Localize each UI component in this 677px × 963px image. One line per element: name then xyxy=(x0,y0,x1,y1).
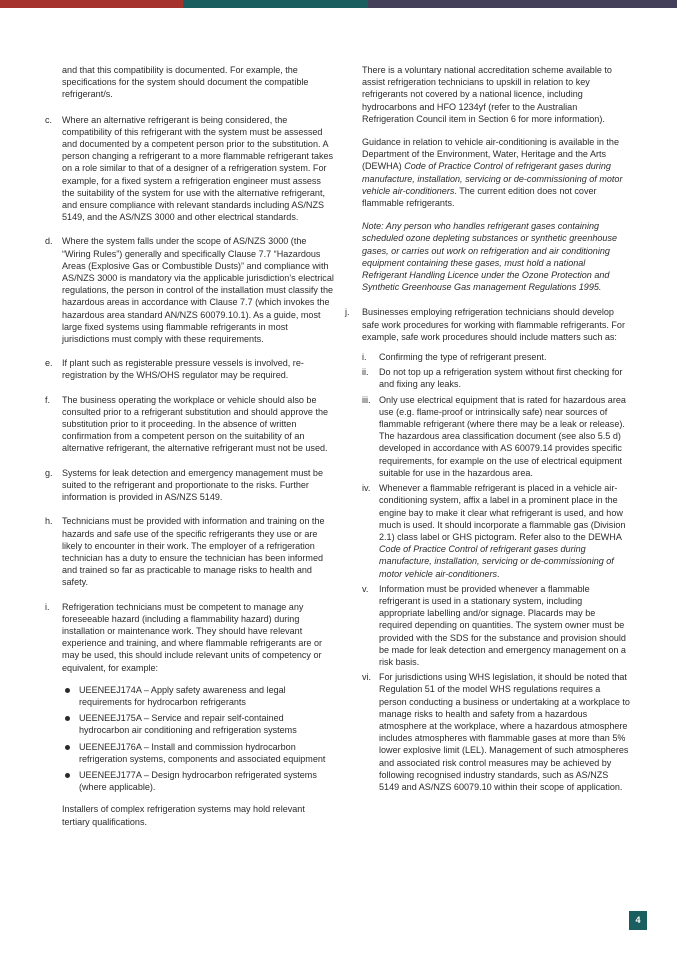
bullet-item: UEENEEJ175A – Service and repair self-contained hydrocarbon air conditioning and refrigeration systems xyxy=(62,712,335,736)
header-bar-red xyxy=(0,0,183,8)
list-item-h xyxy=(45,515,335,588)
list-item-c xyxy=(45,114,335,224)
list-item-text: Businesses employing refrigeration technicians should develop safe work procedures for working with flammable refrigerants. For example, safe work procedures should include matters such as: xyxy=(362,307,625,342)
list-item-text: Where an alternative refrigerant is being considered, the compatibility of this refrigerant with the system must be assessed and documented by a competent person prior to the substitution. A person changing a refrigerant to a more flammable refrigerant takes on a role similar to that of a designer of a refrigeration system. For example, for a fixed system a refrigeration engineer must assess the suitability of the system for use with the alternative refrigerant, and ensure compliance with relevant standards including AS/NZS 5149, and the AS/NZS 3000 and other electrical standards. xyxy=(62,114,334,223)
sublist-item: iv. Whenever a flammable refrigerant is placed in a vehicle air-conditioning system, affix a label in a prominent place in the engine bay to make it clear what refrigerant is used, and how much is used. It should incorporate a flammable gas (Division 2.1) class label or GHS pictogram. Refer also to the DEWHA Code of Practice Control of refrigerant gases during manufacture, installation, servicing or de-commissioning of motor vehicle air-conditioners. xyxy=(362,483,626,579)
sublist-item: iii. Only use electrical equipment that is rated for hazardous area use (e.g. flame-proof or intrinsically safe) near sources of flammable refrigerant (where there may be a leak or release). The hazardous area classification document (see also 5.5 d) developed in accordance with AS 60079.14 provides specific requirements, for example on the use of electrical equipment suitable for use in the hazardous area. xyxy=(362,394,626,478)
closing-paragraph: Installers of complex refrigeration systems may hold relevant tertiary qualifications. xyxy=(62,804,305,827)
bullet-dot xyxy=(65,745,70,750)
bullet-item: UEENEEJ174A – Apply safety awareness and legal requirements for hydrocarbon refrigerants xyxy=(62,684,335,708)
header-bar-teal xyxy=(183,0,368,8)
page-number-badge: 4 xyxy=(629,911,647,930)
sublist-item: vi. For jurisdictions using WHS legislation, it should be noted that Regulation 51 of the model WHS regulations requires a person conducting a business or undertaking at a workplace to manage risks to health and safety from a hazardous atmosphere at the workplace, where a hazardous atmosphere includes atmospheres with flammable gases at more than 5% lower explosive limit (LEL). Management of such atmospheres and associated risk control measures may be achieved by following recognised industry standards, such as AS/NZS 5149 and AS/NZS 60079.10 within their scope of application. xyxy=(362,672,630,792)
header-color-bar xyxy=(0,0,677,8)
procedure-sublist xyxy=(345,351,630,793)
right-column xyxy=(345,64,630,796)
list-item-text: Refrigeration technicians must be competent to manage any foreseeable hazard (including a flammability hazard) during installation or maintenance work. They should have relevant experience and training, and where flammable refrigerants are or may be used, this should include relevant units of competency or equivalent, for example: xyxy=(62,601,322,673)
header-bar-slate xyxy=(368,0,677,8)
left-column xyxy=(45,64,335,828)
intro-paragraph: and that this compatibility is documented. For example, the specifications for the system should document the compatible refrigerant/s. xyxy=(62,65,309,100)
bullet-dot xyxy=(65,716,70,721)
list-item-f xyxy=(45,394,335,455)
list-item-d xyxy=(45,235,335,345)
vehicle-guidance-paragraph: Guidance in relation to vehicle air-conditioning is available in the Department of the Environment, Water, Heritage and the Arts (DEWHA) Code of Practice Control of refrigerant gases during manufacture, installation, servicing or de-commissioning of motor vehicle air-conditioners. The current edition does not cover flammable refrigerants. xyxy=(362,137,623,209)
list-item-text: If plant such as registerable pressure vessels is involved, re-registration by the WHS/OHS regulator may be required. xyxy=(62,358,304,381)
list-marker: i. xyxy=(45,601,50,612)
bullet-dot xyxy=(65,688,70,693)
list-marker: d. xyxy=(45,236,53,247)
list-item-text: Systems for leak detection and emergency management must be suited to the refrigerant and proportionate to the risks. Further information is provided in AS/NZS 5149. xyxy=(62,467,323,503)
list-item-i xyxy=(45,601,335,674)
bullet-dot xyxy=(65,773,70,778)
competency-bullet-list xyxy=(45,684,335,794)
licence-note: Note: Any person who handles refrigerant gases containing scheduled ozone depleting substances or synthetic greenhouse gases, or carries out work on refrigeration and air conditioning equipment containing these gases, must hold a national Refrigerant Handling Licence under the Ozone Protection and Synthetic Greenhouse Gas management Regulations 1995. xyxy=(362,221,617,293)
list-item-text: Where the system falls under the scope of AS/NZS 3000 (the “Wiring Rules”) generally and specifically Clause 7.7 “Hazardous Areas (Explosive Gas or Combustible Dusts)” and compliance with AS/NZS 3000 is mandatory via the applicable jurisdiction’s electrical regulations, the person in control of the installation must classify the hazardous areas in accordance with Clause 7.7 (which invokes the hazardous area standard AN/NZS 60079.10.1). As a guide, most large fixed systems using flammable refrigerants in most jurisdictions must comply with these requirements. xyxy=(62,236,334,345)
list-marker: e. xyxy=(45,358,53,369)
list-marker: j. xyxy=(345,307,350,318)
list-marker: f. xyxy=(45,394,51,405)
list-item-j xyxy=(345,306,630,343)
list-item-text: The business operating the workplace or vehicle should also be consulted prior to a refrigerant substitution and should approve the substitution prior to it proceeding. In the absence of written confirmation from a competent person on the suitability of an alternative refrigerant, the alternative refrigerant must not be used. xyxy=(62,394,329,454)
list-item-e xyxy=(45,357,335,381)
list-item-g xyxy=(45,467,335,504)
list-marker: g. xyxy=(45,467,53,478)
list-marker: h. xyxy=(45,516,53,527)
sublist-item: ii. Do not top up a refrigeration system without first checking for and fixing any leaks. xyxy=(362,367,623,390)
bullet-item: UEENEEJ177A – Design hydrocarbon refrigerated systems (where applicable). xyxy=(62,769,335,793)
sublist-item: v. Information must be provided whenever a flammable refrigerant is used in a stationary system, including appropriate labelling and/or signage. Placards may be required depending on quantities. The system owner must be provided with the SDS for the substance and provision should be made for leak detection and emergency management on a risk basis. xyxy=(362,583,626,667)
sublist-item: i. Confirming the type of refrigerant present. xyxy=(362,352,547,363)
accreditation-paragraph: There is a voluntary national accreditation scheme available to assist refrigeration technicians to upskill in relation to key refrigerants not covered by a national licence, including hydrocarbons and HFO 1234yf (refer to the Australian Refrigeration Council item in Section 6 for more information). xyxy=(362,65,612,124)
list-marker: c. xyxy=(45,114,53,125)
list-item-text: Technicians must be provided with information and training on the hazards and safe use of the specific refrigerants they use or are likely to encounter in their work. The employer of a refrigeration technician has a duty to ensure the technician has been informed and trained so far as practicable to manage risks to health and safety. xyxy=(62,516,325,588)
bullet-item: UEENEEJ176A – Install and commission hydrocarbon refrigeration systems, components and associated equipment xyxy=(62,741,335,765)
